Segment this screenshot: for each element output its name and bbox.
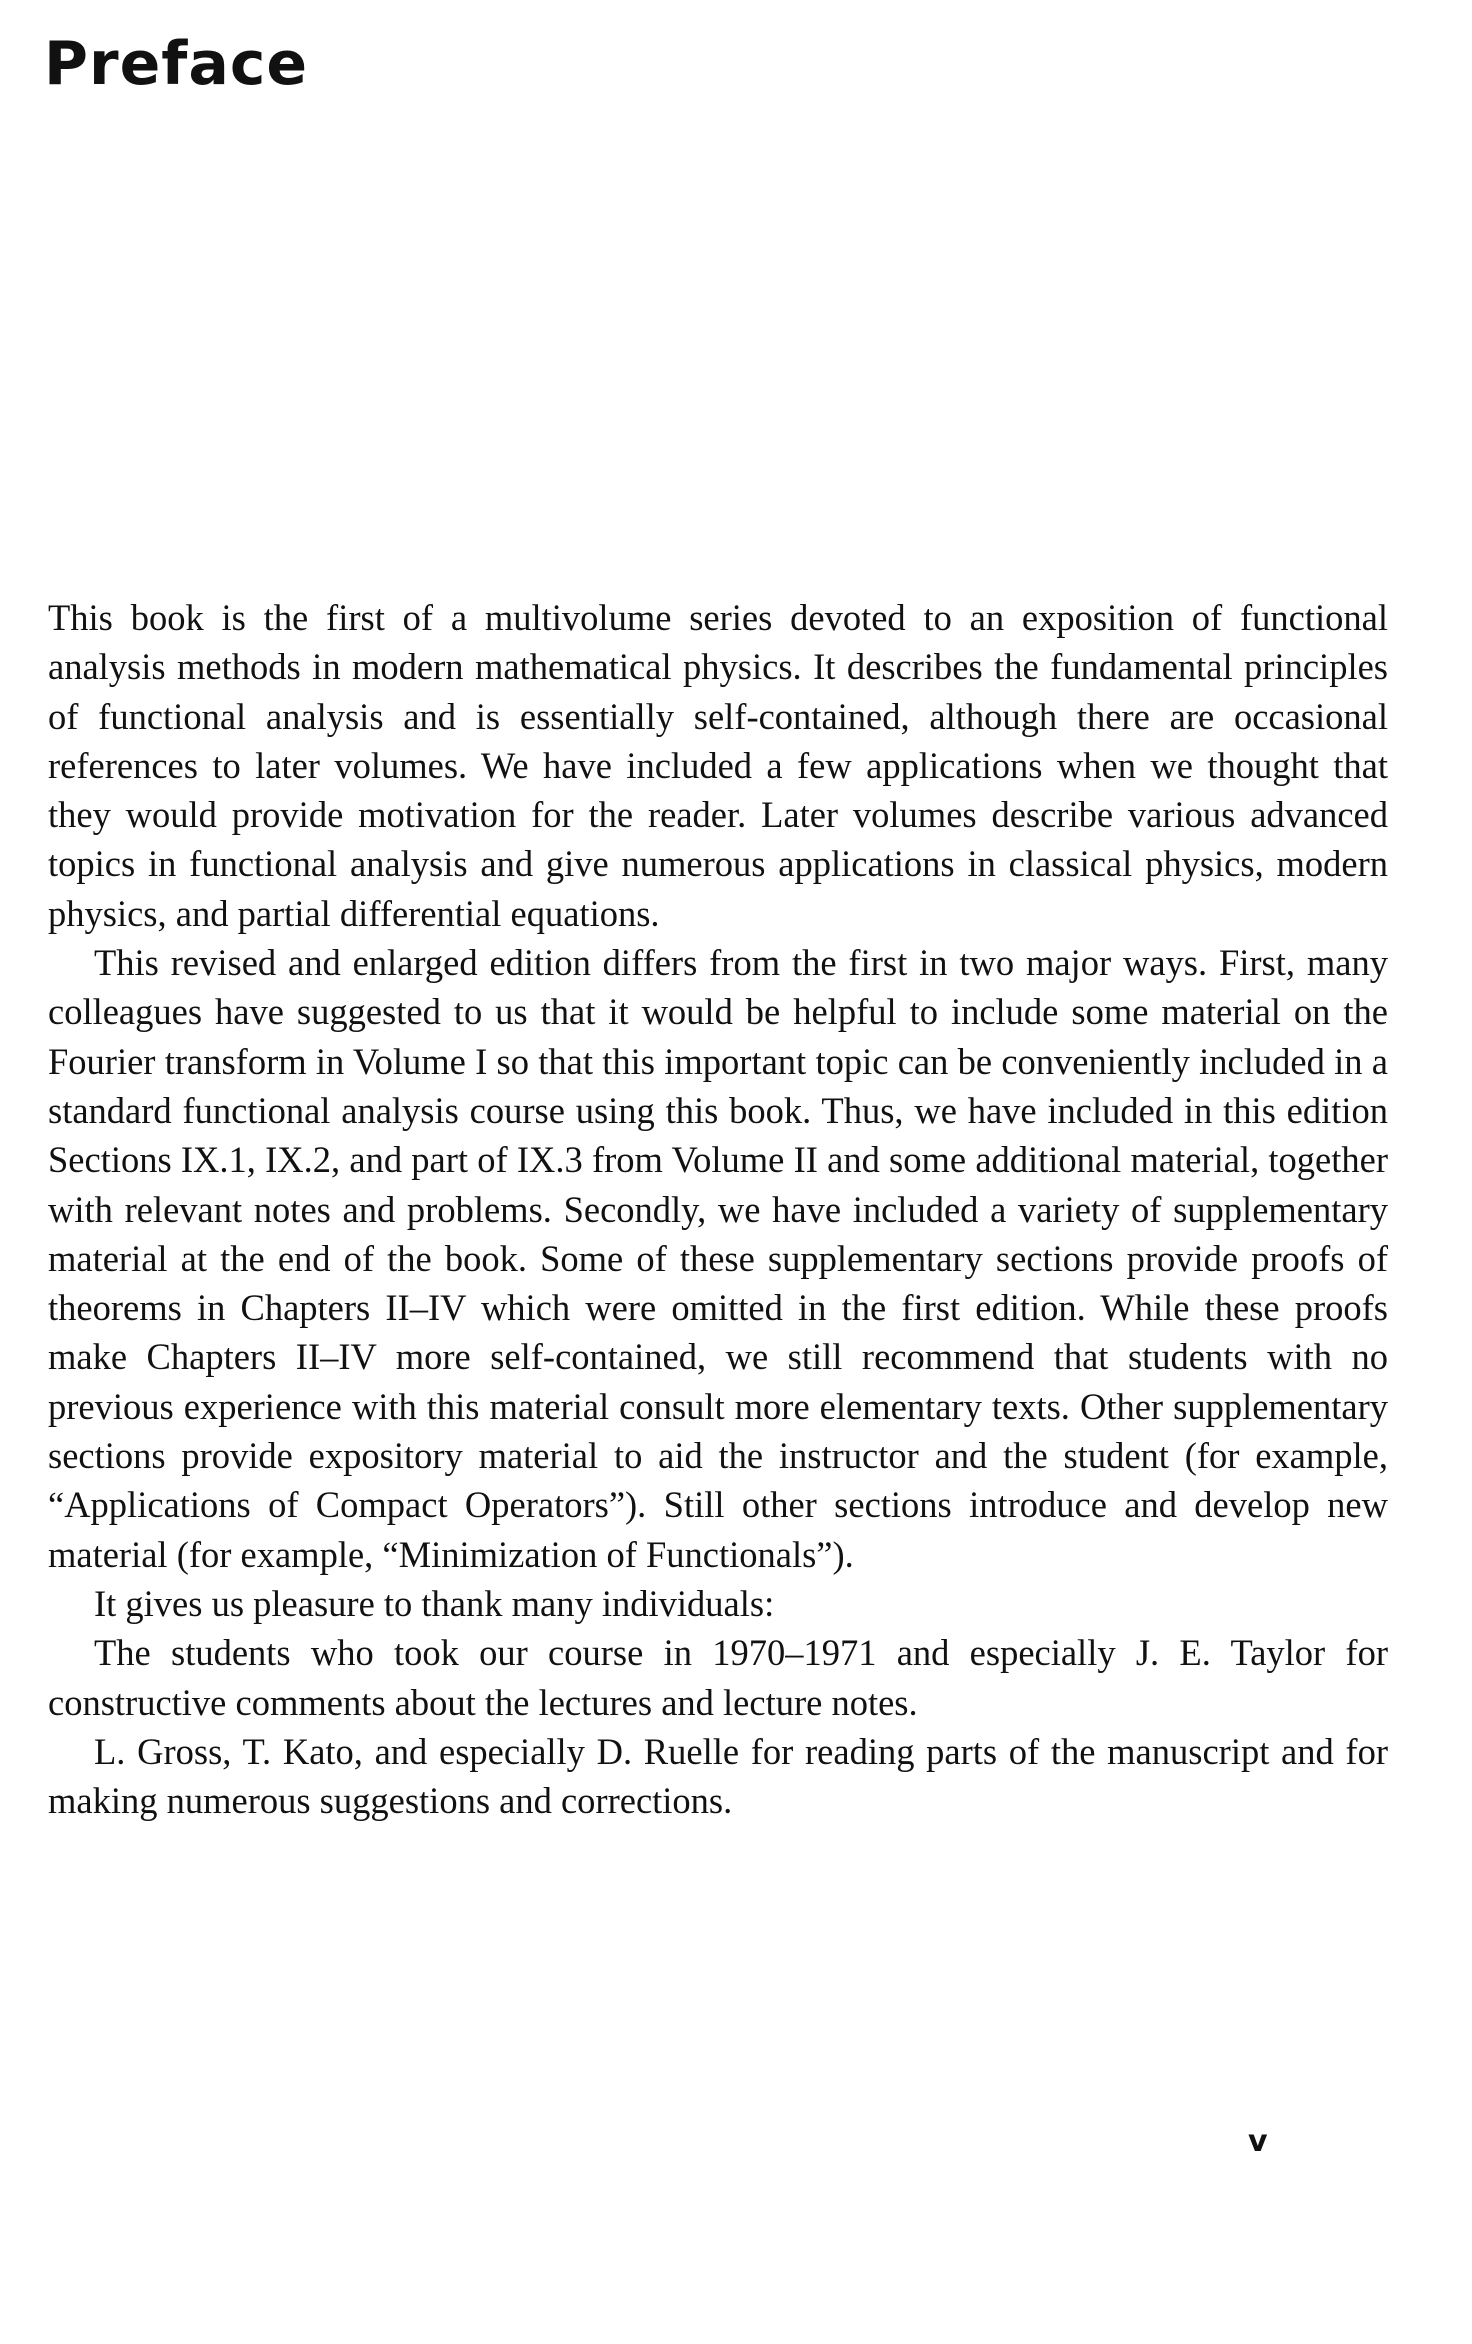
paragraph: It gives us pleasure to thank many individuals: bbox=[94, 1582, 775, 1624]
paragraph: L. Gross, T. Kato, and especially D. Ruelle for reading parts of the manuscript and for making numerous suggestions and corrections. bbox=[48, 1730, 1388, 1822]
page-number: v bbox=[1248, 2124, 1268, 2159]
paragraph: This book is the first of a multivolume series devoted to an exposition of functional analysis methods in modern mathematical physics. It describes the fundamental principles of functional analysis and is essentially self-contained, although there are occasional references to later volumes. We have included a few applications when we thought that they would provide motivation for the reader. Later volumes describe various advanced topics in functional analysis and give numerous applications in classical physics, modern physics, and partial differential equations. bbox=[48, 597, 1388, 934]
paragraph: The students who took our course in 1970–1971 and especially J. E. Taylor for constructive comments about the lectures and lecture notes. bbox=[48, 1632, 1388, 1723]
preface-body bbox=[48, 593, 1388, 1825]
paragraph: This revised and enlarged edition differs from the first in two major ways. First, many colleagues have suggested to us that it would be helpful to include some material on the Fourier transform in Volume I so that this important topic can be conveniently included in a standard functional analysis course using this book. Thus, we have included in this edition Sections IX.1, IX.2, and part of IX.3 from Volume II and some additional material, together with relevant notes and problems. Secondly, we have included a variety of supplementary material at the end of the book. Some of these supplementary sections provide proofs of theorems in Chapters II–IV which were omitted in the first edition. While these proofs make Chapters II–IV more self-contained, we still recommend that students with no previous experience with this material consult more elementary texts. Other supplementary sections provide expository material to aid the instructor and the student (for example, “Applications of Compact Operators”). Still other sections introduce and develop new material (for example, “Minimization of Functionals”). bbox=[48, 942, 1388, 1575]
page-title: Preface bbox=[44, 29, 309, 99]
